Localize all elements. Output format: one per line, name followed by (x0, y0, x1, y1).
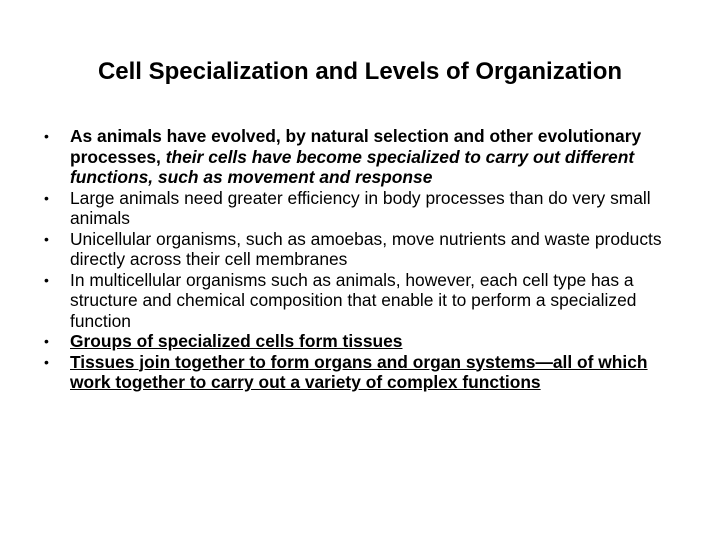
bullet-item-6 (44, 352, 684, 393)
bullet-item-2 (44, 188, 684, 229)
bullet-text-plain: As animals have evolved, by natural selection and other evolutionary processes, (70, 126, 642, 167)
bullet-item-1 (44, 126, 684, 188)
bullet-item-5 (44, 331, 684, 352)
bullet-text-emphasis: their cells have become specialized to carry out different functions, such as movement and response (70, 146, 635, 187)
bullet-dot-icon: • (44, 230, 49, 247)
bullet-dot-icon: • (44, 271, 49, 288)
bullet-text: Large animals need greater efficiency in body processes than do very small animals (70, 187, 651, 228)
bullet-text: In multicellular organisms such as animals, however, each cell type has a structure and chemical composition that enable it to perform a specialized function (70, 269, 637, 331)
bullet-text: Groups of specialized cells form tissues (70, 331, 403, 351)
bullet-text: Unicellular organisms, such as amoebas, move nutrients and waste products directly across their cell membranes (70, 228, 662, 269)
bullet-dot-icon: • (44, 353, 49, 370)
bullet-dot-icon: • (44, 333, 49, 349)
bullet-item-4 (44, 270, 684, 332)
bullet-list (44, 126, 684, 393)
bullet-dot-icon: • (44, 189, 49, 206)
bullet-dot-icon: • (44, 128, 49, 144)
slide-title: Cell Specialization and Levels of Organization (97, 58, 623, 85)
bullet-text: Tissues join together to form organs and organ systems—all of which work together to carry out a variety of complex functions (70, 351, 648, 392)
bullet-item-3 (44, 229, 684, 270)
